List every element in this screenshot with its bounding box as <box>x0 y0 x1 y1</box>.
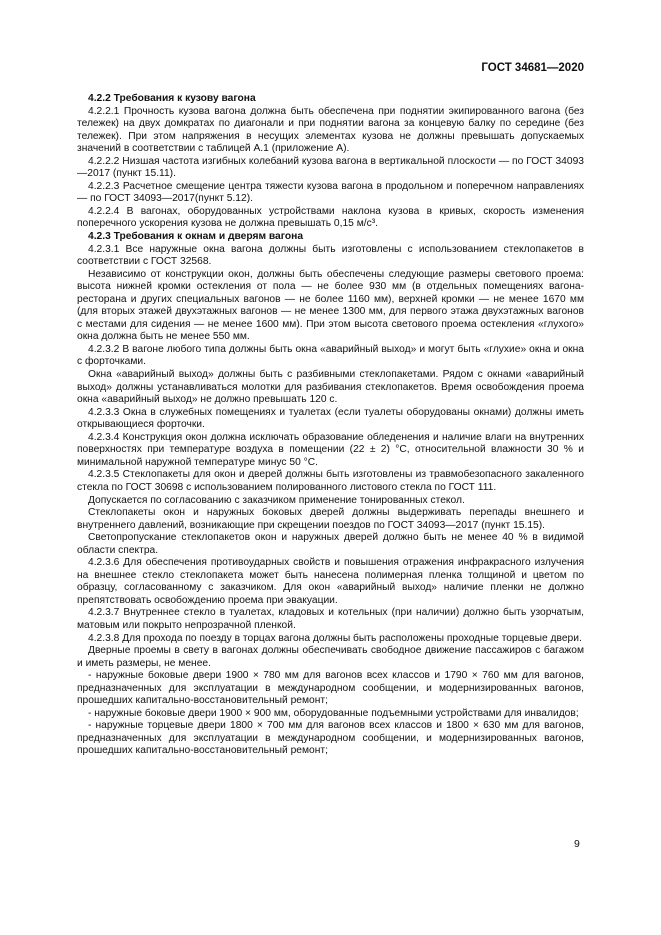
paragraph: Дверные проемы в свету в вагонах должны обеспечивать свободное движение пассажиров с багажом и иметь размеры, не менее. <box>77 645 584 669</box>
list-item: - наружные боковые двери 1900 × 780 мм для вагонов всех классов и 1790 × 760 мм для вагонов, предназначенных для эксплуатации в международном сообщении, и модернизированных вагонов, прошедших капитально-восстановительный ремонт; <box>77 670 584 707</box>
section-heading: 4.2.2 Требования к кузову вагона <box>88 93 256 104</box>
section-heading: 4.2.3 Требования к окнам и дверям вагона <box>88 231 304 243</box>
paragraph: 4.2.3.6 Для обеспечения противоударных свойств и повышения отражения инфракрасного излучения на внешнее стекло стеклопакета может быть нанесена полимерная пленка толщиной и цветом по образцу, согласованному с заказчиком. Для окон «аварийный выход» наличие пленки не должно препятствовать освобождению проема при эвакуации. <box>77 557 584 606</box>
paragraph: Независимо от конструкции окон, должны быть обеспечены следующие размеры светового проема: высота нижней кромки остекления от пола — не более 930 мм (в отдельных помещениях вагона-ресторана и других специальных вагонов — не более 1160 мм), верхней кромки — не менее 1670 мм (для вторых этажей двухэтажных вагонов — не менее 1300 мм, для первого этажа двухэтажных вагонов с местами для сидения — не менее 1600 мм). При этом высота светового проема остекления «глухого» окна должна быть не менее 550 мм. <box>77 268 584 343</box>
paragraph: 4.2.3.7 Внутреннее стекло в туалетах, кладовых и котельных (при наличии) должно быть узорчатым, матовым или покрыто непрозрачной пленкой. <box>77 607 584 631</box>
paragraph: 4.2.3.5 Стеклопакеты для окон и дверей должны быть изготовлены из травмобезопасного закаленного стекла по ГОСТ 30698 с использованием полированного листового стекла по ГОСТ 111. <box>77 469 584 493</box>
paragraph: Допускается по согласованию с заказчиком применение тонированных стекол. <box>88 494 465 506</box>
paragraph: Светопропускание стеклопакетов окон и наружных дверей должно быть не менее 40 % в видимой области спектра. <box>77 532 584 556</box>
paragraph: 4.2.2.2 Низшая частота изгибных колебаний кузова вагона в вертикальной плоскости — по ГОСТ 34093—2017 (пункт 15.11). <box>77 155 584 180</box>
document-code: ГОСТ 34681—2020 <box>481 62 584 74</box>
paragraph: 4.2.3.1 Все наружные окна вагона должны быть изготовлены с использованием стеклопакетов в соответствии с ГОСТ 32568. <box>77 243 584 268</box>
list-item: - наружные торцевые двери 1800 × 700 мм для вагонов всех классов и 1800 × 630 мм для вагонов, предназначенных для эксплуатации в международном сообщении, и модернизированных вагонов, прошедших капитально-восстановительный ремонт; <box>77 720 584 757</box>
paragraph: Стеклопакеты окон и наружных боковых дверей должны выдерживать перепады внешнего и внутреннего давлений, возникающие при скрещении поездов по ГОСТ 34093—2017 (пункт 15.15). <box>77 507 584 531</box>
list-item: - наружные боковые двери 1900 × 900 мм, оборудованные подъемными устройствами для инвалидов; <box>88 707 579 719</box>
paragraph: 4.2.2.1 Прочность кузова вагона должна быть обеспечена при поднятии экипированного вагона (без тележек) на двух домкратах по диагонали и при поднятии вагона за концевую балку по середине (без тележек). При этом напряжения в несущих элементах кузова не должны превышать допускаемых значений в соответствии с таблицей А.1 (приложение А). <box>77 105 584 155</box>
paragraph: 4.2.3.4 Конструкция окон должна исключать образование обледенения и наличие влаги на внутренних поверхностях при температуре воздуха в помещении (22 ± 2) °С, относительной влажности 30 % и минимальной наружной температуре минус 50 °С. <box>77 431 584 468</box>
paragraph: 4.2.3.8 Для прохода по поезду в торцах вагона должны быть расположены проходные торцевые двери. <box>88 632 582 644</box>
paragraph: Окна «аварийный выход» должны быть с разбивными стеклопакетами. Рядом с окнами «аварийный выход» должны устанавливаться молотки для разбивания стеклопакетов. Время освобождения проема окна «аварийный выход» не должно превышать 120 с. <box>77 369 584 406</box>
document-body <box>77 93 584 758</box>
paragraph: 4.2.3.2 В вагоне любого типа должны быть окна «аварийный выход» и могут быть «глухие» окна и окна с форточками. <box>77 343 584 368</box>
paragraph: 4.2.3.3 Окна в служебных помещениях и туалетах (если туалеты оборудованы окнами) должны иметь открывающиеся форточки. <box>77 406 584 431</box>
page-number: 9 <box>574 838 580 850</box>
paragraph: 4.2.2.4 В вагонах, оборудованных устройствами наклона кузова в кривых, скорость изменения поперечного ускорения кузова не должна превышать 0,15 м/с³. <box>77 205 584 230</box>
paragraph: 4.2.2.3 Расчетное смещение центра тяжести кузова вагона в продольном и поперечном направлениях — по ГОСТ 34093—2017(пункт 5.12). <box>77 180 584 205</box>
